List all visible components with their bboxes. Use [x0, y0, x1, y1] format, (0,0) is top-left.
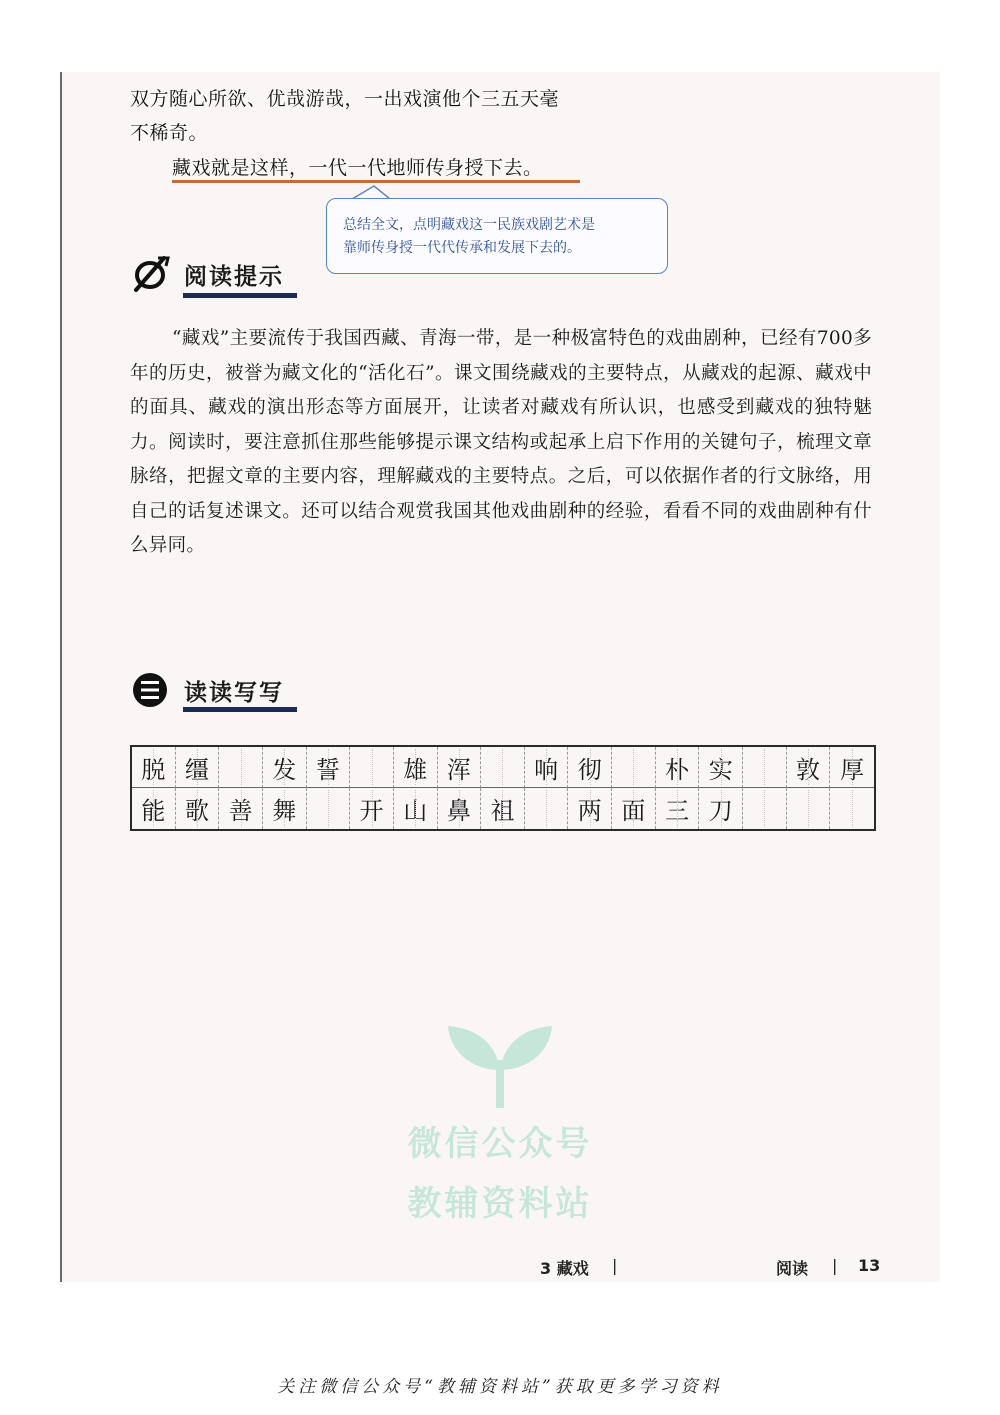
list-circle-icon	[130, 670, 172, 710]
highlight-underline	[172, 180, 580, 183]
annotation-callout	[326, 198, 668, 274]
watermark-line-2: 教辅资料站	[407, 1184, 593, 1224]
reading-tip-text: “藏戏”主要流传于我国西藏、青海一带，是一种极富特色的戏曲剧种，已经有700多年的历史，被誉为藏文化的“活化石”。课文围绕藏戏的主要特点，从藏戏的起源、藏戏中的面具、藏戏的演出形态等方面展开，让读者对藏戏有所认识，也感受到藏戏的独特魅力。阅读时，要注意抓住那些能够提示课文结构或起承上启下作用的关键句子，梳理文章脉络，把握文章的主要内容，理解藏戏的主要特点。之后，可以依据作者的行文脉络，用自己的话复述课文。还可以结合观赏我国其他戏曲剧种的经验，看看不同的戏曲剧种有什么异同。	[130, 328, 872, 556]
read-write-header	[130, 670, 284, 710]
grid-cell: 发	[263, 747, 307, 788]
footer-separator: |	[612, 1256, 618, 1275]
grid-cell	[219, 747, 263, 788]
reading-tip-header	[130, 254, 284, 294]
grid-cell: 能	[132, 788, 176, 829]
grid-cell: 刀	[699, 788, 743, 829]
page-number: 13	[858, 1256, 881, 1275]
grid-cell: 鼻	[438, 788, 482, 829]
grid-cell: 脱	[132, 747, 176, 788]
grid-cell: 善	[219, 788, 263, 829]
grid-cell	[307, 788, 351, 829]
grid-cell	[481, 747, 525, 788]
grid-cell: 实	[699, 747, 743, 788]
grid-cell: 开	[350, 788, 394, 829]
grid-cell: 两	[568, 788, 612, 829]
grid-cell	[743, 788, 787, 829]
grid-cell	[612, 747, 656, 788]
grid-cell: 舞	[263, 788, 307, 829]
grid-cell: 山	[394, 788, 438, 829]
footer-lesson: 3 藏戏	[540, 1259, 589, 1278]
sprout-logo-icon	[440, 1020, 560, 1110]
grid-cell: 敦	[787, 747, 831, 788]
read-write-underline	[183, 707, 297, 712]
grid-cell: 面	[612, 788, 656, 829]
grid-cell: 浑	[438, 747, 482, 788]
bottom-promo-note: 关注微信公众号“教辅资料站”获取更多学习资料	[277, 1377, 723, 1397]
watermark	[380, 1020, 620, 1234]
grid-cell: 厚	[830, 747, 874, 788]
story-line-1: 双方随心所欲、优哉游哉，一出戏演他个三五天毫	[130, 88, 560, 110]
page-edge	[60, 72, 62, 1282]
callout-line-2: 靠师传身授一代代传承和发展下去的。	[343, 240, 581, 256]
reading-tip-underline	[183, 293, 297, 298]
grid-cell	[350, 747, 394, 788]
grid-cell: 雄	[394, 747, 438, 788]
grid-cell: 三	[656, 788, 700, 829]
vocabulary-grid	[130, 745, 876, 831]
footer-section: 阅读	[776, 1259, 809, 1278]
grid-cell	[830, 788, 874, 829]
reading-tip-paragraph	[130, 322, 872, 564]
story-line-3: 藏戏就是这样，一代一代地师传身授下去。	[172, 157, 543, 179]
grid-cell: 祖	[481, 788, 525, 829]
grid-cell: 响	[525, 747, 569, 788]
reading-tip-icon	[130, 254, 172, 294]
grid-cell: 歌	[176, 788, 220, 829]
grid-cell: 朴	[656, 747, 700, 788]
grid-cell	[525, 788, 569, 829]
read-write-title: 读读写写	[184, 679, 284, 706]
grid-cell: 缰	[176, 747, 220, 788]
grid-cell	[787, 788, 831, 829]
grid-cell: 彻	[568, 747, 612, 788]
grid-cell: 誓	[307, 747, 351, 788]
story-line-2: 不稀奇。	[130, 122, 209, 144]
callout-line-1: 总结全文，点明藏戏这一民族戏剧艺术是	[343, 217, 595, 233]
watermark-line-1: 微信公众号	[407, 1124, 593, 1164]
footer-separator-2: |	[832, 1256, 838, 1275]
grid-cell	[743, 747, 787, 788]
reading-tip-title: 阅读提示	[184, 263, 284, 290]
